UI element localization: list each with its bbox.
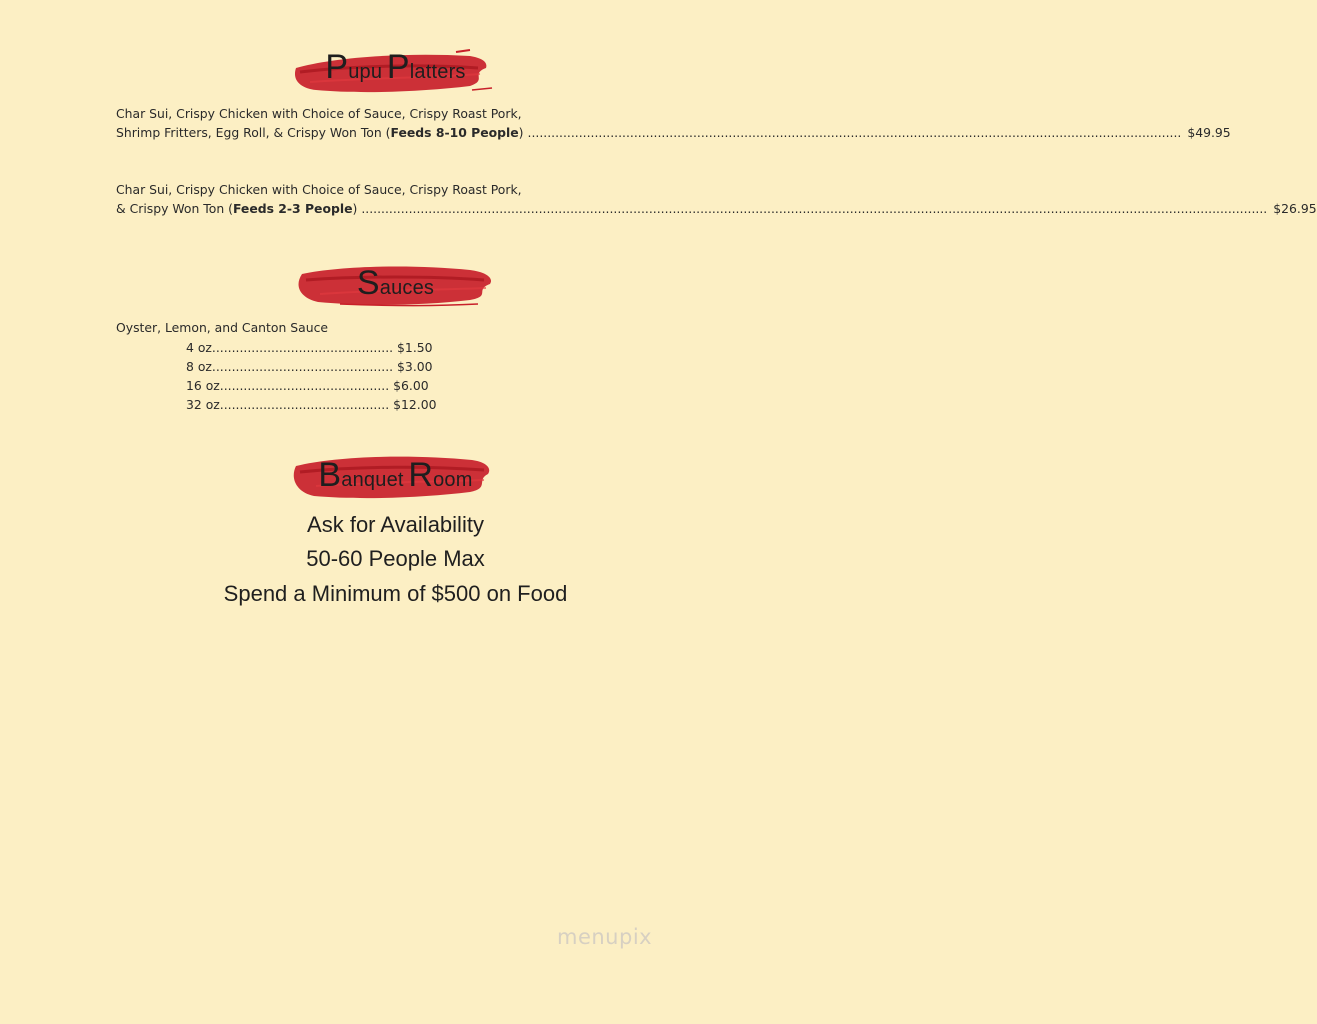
banquet-room-header [0,452,791,512]
sauces-heading-text: Oyster, Lemon, and Canton Sauce [116,320,329,335]
pupu-item-large-price: $49.95 [1187,125,1231,140]
pupu-item-large-line2: Shrimp Fritters, Egg Roll, & Crispy Won Ton (Feeds 8-10 People) ...................................................................................................................................................................... $49.95 [116,125,1231,140]
sauces-header [0,258,791,318]
dot-leader: ........................................... [219,378,394,393]
sauce-size-row [186,395,436,414]
sauce-size-price: $6.00 [393,378,429,393]
sauce-size-label: 32 oz [186,397,220,412]
dot-leader: ...................................................................................................................................................................... [527,125,1182,140]
sauces-heading [116,318,696,337]
sauce-size-label: 16 oz [186,378,220,393]
dot-leader: ...................................................................................................................................................................................................................................... [361,201,1268,216]
sauce-size-label: 8 oz [186,359,212,374]
watermark-logo: menupix [557,925,653,949]
pupu-item-small-line2: & Crispy Won Ton (Feeds 2-3 People) ...................................................................................................................................................................................................................................... $26.95 [116,201,1317,216]
dot-leader: .............................................. [211,359,398,374]
banquet-minimum-spend: Spend a Minimum of $500 on Food [223,581,568,606]
pupu-item-small-price: $26.95 [1273,201,1317,216]
section-title-sauces: Sauces [356,264,435,302]
sauce-size-price: $3.00 [397,359,433,374]
sauce-size-label: 4 oz [186,340,212,355]
pupu-item-large-line1: Char Sui, Crispy Chicken with Choice of Sauce, Crispy Roast Pork, [116,106,522,121]
sauce-size-price: $12.00 [393,397,437,412]
banquet-availability: Ask for Availability [307,512,484,537]
dot-leader: .............................................. [211,340,398,355]
section-title-pupu-platters: Pupu Platters [325,48,466,86]
pupu-platters-header [0,44,791,104]
pupu-item-small [116,180,1317,218]
sauce-size-row [186,357,433,376]
sauce-size-row [186,338,433,357]
pupu-item-large [116,104,1231,142]
dot-leader: ........................................... [219,397,394,412]
section-title-banquet-room: Banquet Room [318,456,473,494]
pupu-item-small-line1: Char Sui, Crispy Chicken with Choice of Sauce, Crispy Roast Pork, [116,182,522,197]
sauce-size-price: $1.50 [397,340,433,355]
sauce-size-row [186,376,429,395]
banquet-capacity: 50-60 People Max [306,546,485,571]
